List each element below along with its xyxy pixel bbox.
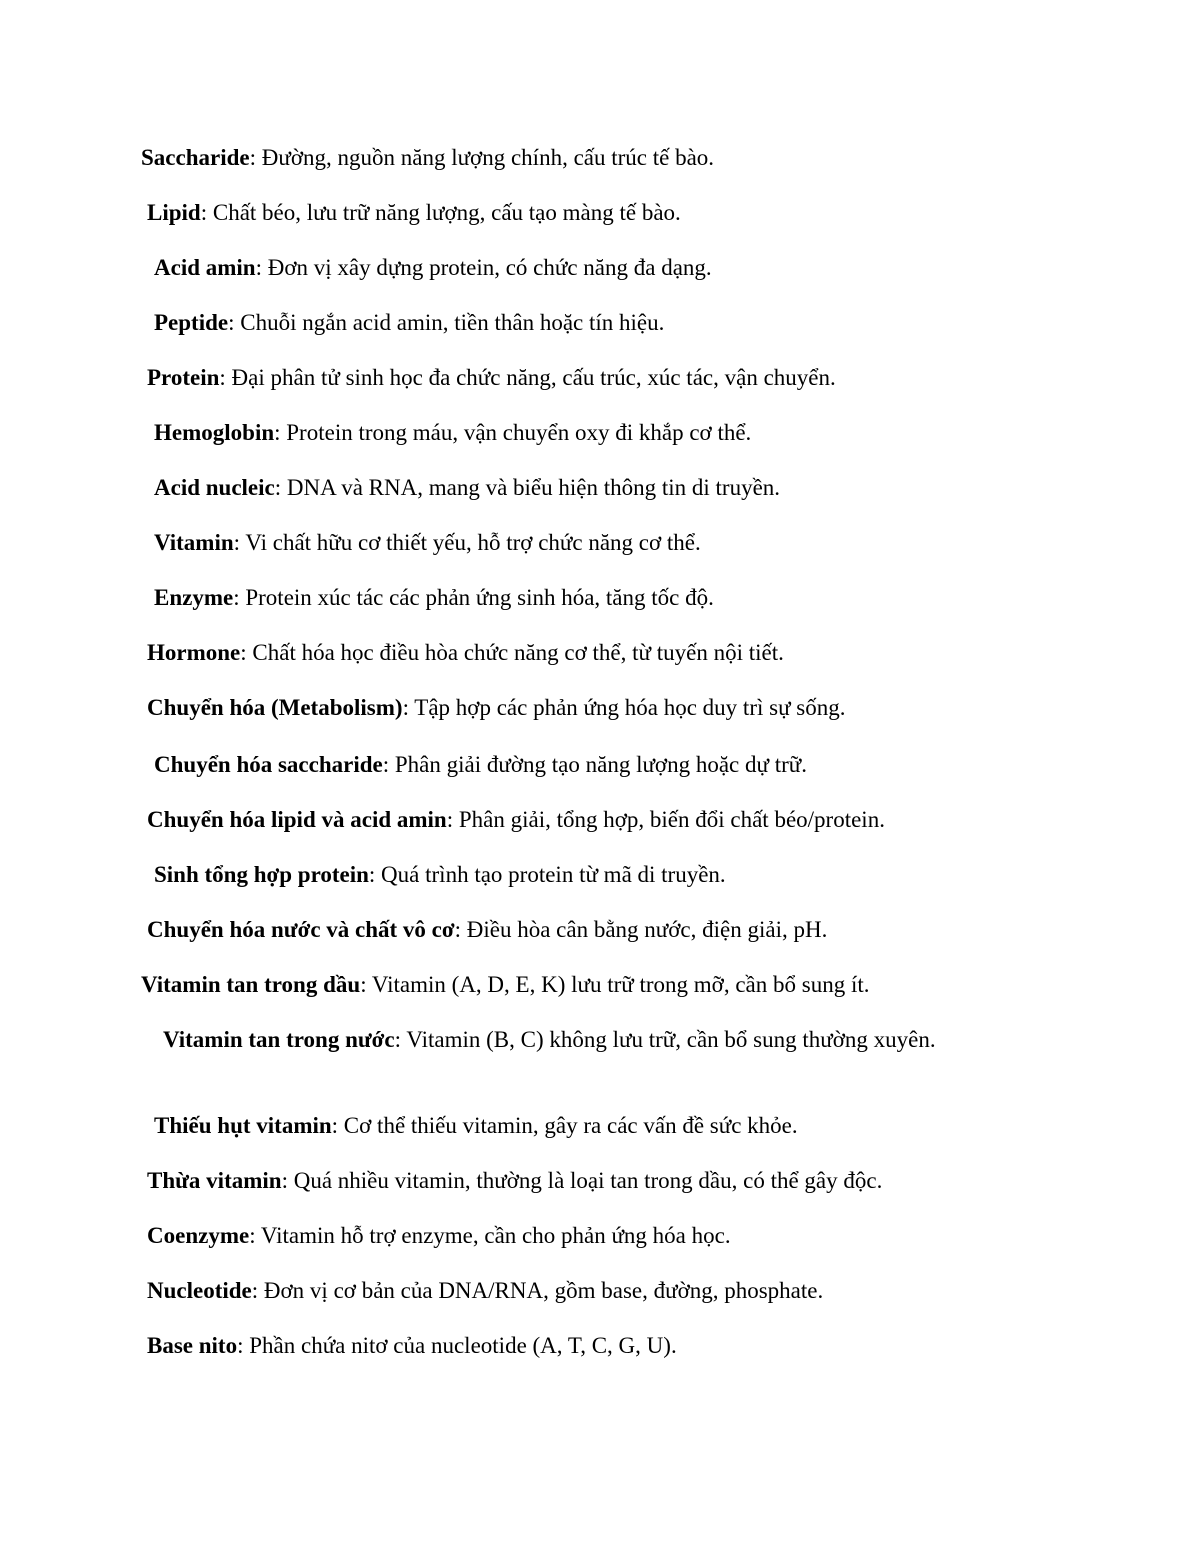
entry-metabolism: [141, 693, 1065, 723]
definition: : Đơn vị cơ bản của DNA/RNA, gồm base, đường, phosphate.: [251, 1278, 824, 1303]
term: Thiếu hụt vitamin: [154, 1113, 332, 1138]
term: Thừa vitamin: [147, 1168, 282, 1193]
definition: : Chuỗi ngắn acid amin, tiền thân hoặc tín hiệu.: [228, 310, 665, 335]
definition: : Protein xúc tác các phản ứng sinh hóa, tăng tốc độ.: [233, 585, 714, 610]
term: Peptide: [154, 310, 229, 335]
term: Chuyển hóa saccharide: [154, 752, 383, 777]
entry-acid-nucleic: [141, 473, 1072, 503]
term: Hemoglobin: [154, 420, 275, 445]
entry-saccharide: [141, 143, 1059, 173]
definition: : Quá trình tạo protein từ mã di truyền.: [368, 862, 726, 887]
entry-lipid: [141, 198, 1065, 228]
definition: : Quá nhiều vitamin, thường là loại tan trong dầu, có thể gây độc.: [281, 1168, 883, 1193]
entry-peptide: [141, 308, 1072, 338]
definition: : DNA và RNA, mang và biểu hiện thông tin di truyền.: [274, 475, 781, 500]
term: Enzyme: [154, 585, 234, 610]
term: Acid amin: [154, 255, 256, 280]
term: Hormone: [147, 640, 241, 665]
term: Sinh tổng hợp protein: [154, 862, 369, 887]
entry-protein-synthesis: [141, 860, 1072, 890]
term: Protein: [147, 365, 220, 390]
entry-enzyme: [141, 583, 1072, 613]
entry-vitamin: [141, 528, 1072, 558]
definition: : Chất hóa học điều hòa chức năng cơ thể, từ tuyến nội tiết.: [240, 640, 784, 665]
entry-acid-amin: [141, 253, 1072, 283]
term: Base nito: [147, 1333, 238, 1358]
definition: : Cơ thể thiếu vitamin, gây ra các vấn đề sức khỏe.: [331, 1113, 798, 1138]
entry-vitamin-excess: [141, 1166, 1065, 1196]
entry-saccharide-metabolism: [141, 750, 1072, 780]
entry-coenzyme: [141, 1221, 1065, 1251]
term: Acid nucleic: [154, 475, 275, 500]
term: Chuyển hóa lipid và acid amin: [147, 807, 447, 832]
term: Chuyển hóa (Metabolism): [147, 695, 403, 720]
entry-lipid-amino-metabolism: [141, 805, 1065, 835]
term: Coenzyme: [147, 1223, 250, 1248]
definition: : Phân giải, tổng hợp, biến đổi chất béo/protein.: [446, 807, 885, 832]
term: Lipid: [147, 200, 201, 225]
term: Chuyển hóa nước và chất vô cơ: [147, 917, 455, 942]
definition: : Vitamin hỗ trợ enzyme, cần cho phản ứng hóa học.: [249, 1223, 731, 1248]
definition: : Đường, nguồn năng lượng chính, cấu trúc tế bào.: [249, 145, 715, 170]
entry-hemoglobin: [141, 418, 1072, 448]
term: Vitamin tan trong nước: [163, 1027, 395, 1052]
entry-protein: [141, 363, 1065, 393]
term: Vitamin: [154, 530, 234, 555]
entry-water-soluble-vitamin: [141, 1025, 1081, 1055]
definition: : Tập hợp các phản ứng hóa học duy trì sự sống.: [402, 695, 846, 720]
entry-nucleotide: [141, 1276, 1065, 1306]
definition: : Đại phân tử sinh học đa chức năng, cấu trúc, xúc tác, vận chuyển.: [219, 365, 836, 390]
entry-base-nito: [141, 1331, 1065, 1361]
entry-hormone: [141, 638, 1065, 668]
definition: : Chất béo, lưu trữ năng lượng, cấu tạo màng tế bào.: [200, 200, 681, 225]
definition: : Vi chất hữu cơ thiết yếu, hỗ trợ chức năng cơ thể.: [233, 530, 701, 555]
definition: : Đơn vị xây dựng protein, có chức năng đa dạng.: [255, 255, 712, 280]
definition: : Điều hòa cân bằng nước, điện giải, pH.: [454, 917, 828, 942]
definition: : Phần chứa nitơ của nucleotide (A, T, C, G, U).: [237, 1333, 677, 1358]
definition: : Phân giải đường tạo năng lượng hoặc dự trữ.: [382, 752, 807, 777]
entry-vitamin-deficiency: [141, 1111, 1072, 1141]
definition: : Vitamin (B, C) không lưu trữ, cần bổ sung thường xuyên.: [394, 1027, 936, 1052]
term: Nucleotide: [147, 1278, 252, 1303]
term: Saccharide: [141, 145, 250, 170]
definition: : Protein trong máu, vận chuyển oxy đi khắp cơ thể.: [274, 420, 752, 445]
entry-fat-soluble-vitamin: [141, 970, 1059, 1000]
definition: : Vitamin (A, D, E, K) lưu trữ trong mỡ, cần bổ sung ít.: [360, 972, 870, 997]
term: Vitamin tan trong dầu: [141, 972, 361, 997]
entry-water-mineral-metabolism: [141, 915, 1065, 945]
